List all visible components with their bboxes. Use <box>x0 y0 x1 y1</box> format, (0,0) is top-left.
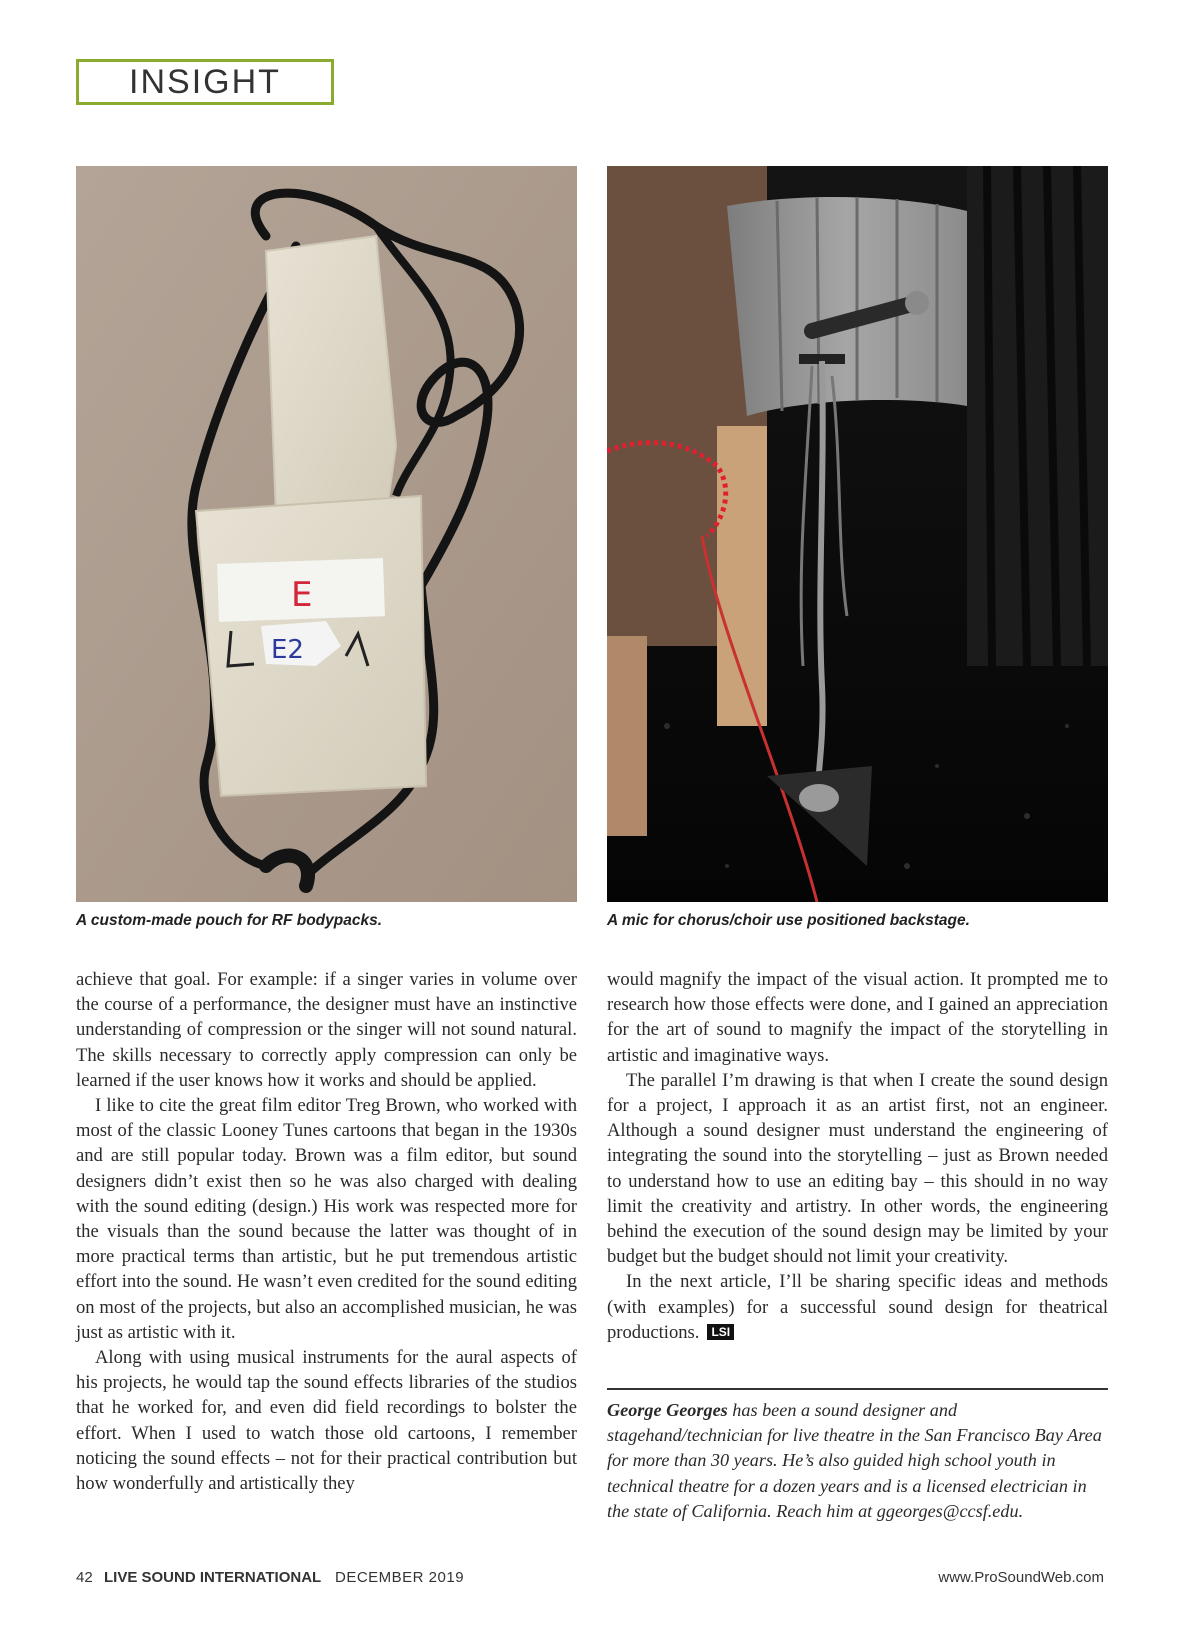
issue-date: DECEMBER 2019 <box>335 1569 465 1586</box>
pouch-illustration <box>76 166 577 902</box>
article-column-right <box>607 967 1108 1345</box>
pouch-tag-bottom: E2 <box>271 635 304 665</box>
page-footer <box>76 1569 1104 1591</box>
website-link[interactable]: www.ProSoundWeb.com <box>938 1569 1104 1586</box>
figure-caption-left: A custom-made pouch for RF bodypacks. <box>76 912 383 929</box>
photo-rf-pouch <box>76 166 577 902</box>
end-mark-logo: LSI <box>707 1324 734 1340</box>
bio-text: has been a sound designer and stagehand/technician for live theatre in the San Francisco Bay Area for more than 30 years. He’s also guided high school youth in technical theatre for a dozen years and is a licensed electrician in the state of California. Reach him at ggeorges@ccsf.edu. <box>607 1400 1102 1521</box>
bio-divider <box>607 1388 1108 1390</box>
paragraph-text: In the next article, I’ll be sharing specific ideas and methods (with examples) for a successful sound design for theatrical productions. <box>607 1271 1108 1343</box>
paragraph-last <box>607 1269 1108 1345</box>
mic-illustration <box>607 166 1108 902</box>
paragraph: would magnify the impact of the visual action. It prompted me to research how those effects were done, and I gained an appreciation for the art of sound to magnify the impact of the storytelling in artistic and imaginative ways. <box>607 969 1108 1066</box>
paragraph: achieve that goal. For example: if a singer varies in volume over the course of a performance, the designer must have an instinctive understanding of compression or the singer will not sound natural. The skills necessary to correctly apply compression can only be learned if the user knows how it works and should be applied. <box>76 969 577 1091</box>
page-number: 42 <box>76 1569 93 1586</box>
paragraph: Along with using musical instruments for the aural aspects of his projects, he would tap the sound effects libraries of the studios that he worked for, and even did field recordings to bolster the effort. When I used to watch those old cartoons, I remember noticing the sound effects – not for their practical contribution but how wonderfully and artistically they <box>76 1347 577 1495</box>
section-label: INSIGHT <box>129 62 281 101</box>
paragraph: The parallel I’m drawing is that when I create the sound design for a project, I approach it as an artist first, not an engineer. Although a sound designer must understand the engineering of integrating the sound into the storytelling – just as Brown needed to understand how to use an editing bay – this should in no way limit the creativity and artistry. In other words, the engineering behind the execution of the sound design may be limited by your budget but the budget should not limit your creativity. <box>607 1069 1108 1268</box>
section-label-box <box>76 59 334 105</box>
article-column-left <box>76 967 577 1496</box>
author-bio <box>607 1398 1108 1524</box>
figure-caption-right: A mic for chorus/choir use positioned backstage. <box>607 912 970 929</box>
paragraph: I like to cite the great film editor Treg Brown, who worked with most of the classic Looney Tunes cartoons that began in the 1930s and are still popular today. Brown was a film editor, but sound designers didn’t exist then so he was also charged with dealing with the sound editing (design.) His work was respected more for the visuals than the sound because the latter was thought of in more practical terms than artistic, but he put tremendous artistic effort into the sound. He wasn’t even credited for the sound editing on most of the projects, but also an accomplished musician, he was just as artistic with it. <box>76 1095 577 1343</box>
pouch-tag-top: E <box>291 575 313 615</box>
photo-choir-mic <box>607 166 1108 902</box>
author-name: George Georges <box>607 1400 728 1420</box>
magazine-name: LIVE SOUND INTERNATIONAL <box>104 1569 322 1586</box>
